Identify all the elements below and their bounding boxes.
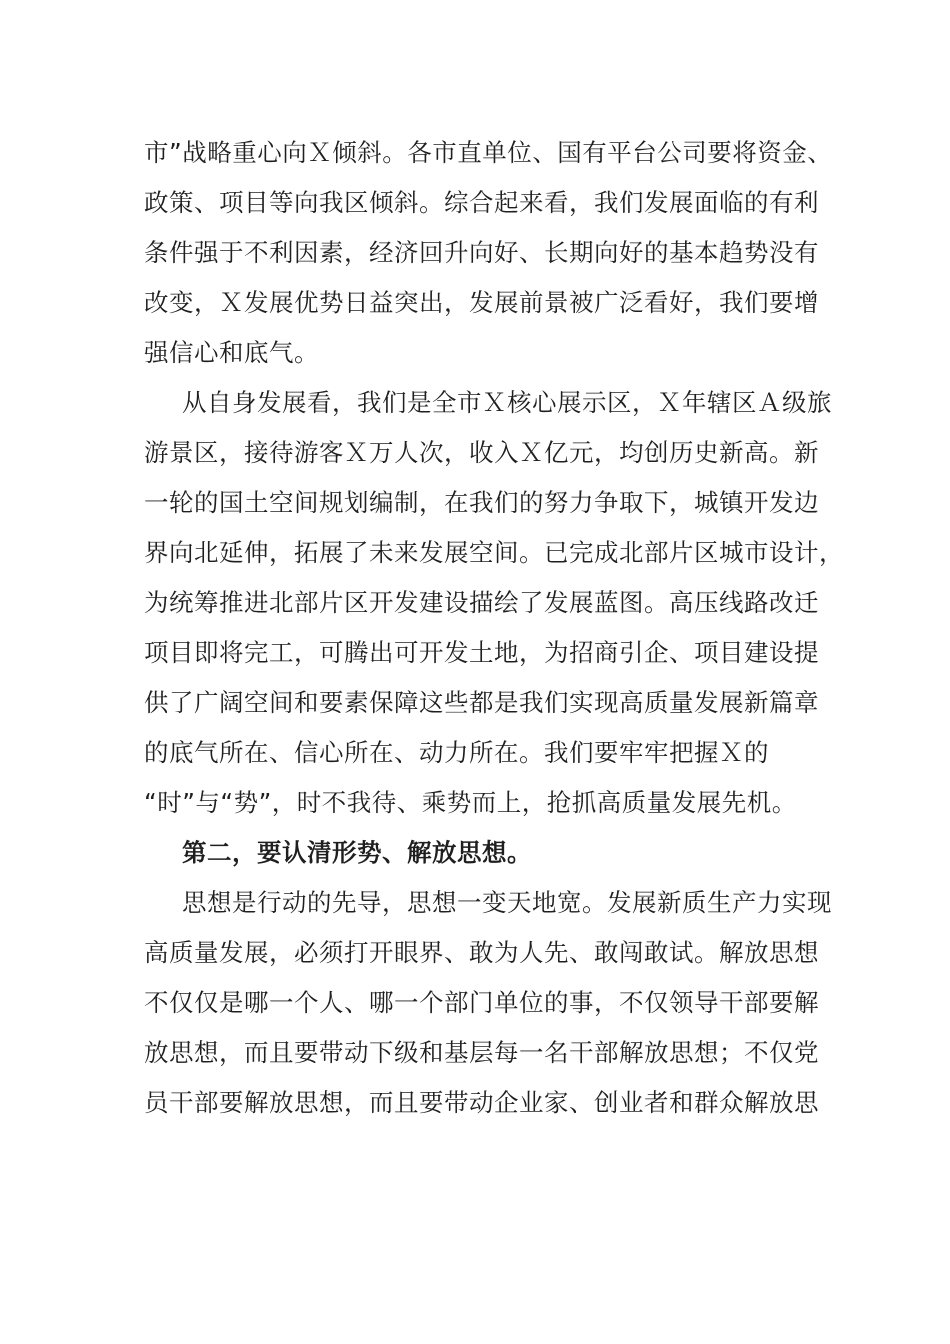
text-line: 放思想，而且要带动下级和基层每一名干部解放思想；不仅党	[144, 1038, 819, 1067]
text-line: 条件强于不利因素，经济回升向好、长期向好的基本趋势没有	[144, 238, 819, 267]
text-line: 政策、项目等向我区倾斜。综合起来看，我们发展面临的有利	[144, 188, 819, 217]
text-line: 的底气所在、信心所在、动力所在。我们要牢牢把握Ｘ的	[144, 738, 769, 767]
paragraph-first-line: 思想是行动的先导，思想一变天地宽。发展新质生产力实现	[182, 888, 832, 917]
text-line: 项目即将完工，可腾出可开发土地，为招商引企、项目建设提	[144, 638, 819, 667]
text-line: 高质量发展，必须打开眼界、敢为人先、敢闯敢试。解放思想	[144, 938, 819, 967]
paragraph-first-line: 从自身发展看，我们是全市Ｘ核心展示区，Ｘ年辖区Ａ级旅	[182, 388, 832, 417]
text-line: 游景区，接待游客Ｘ万人次，收入Ｘ亿元，均创历史新高。新	[144, 438, 819, 467]
text-line: 市”战略重心向Ｘ倾斜。各市直单位、国有平台公司要将资金、	[144, 138, 833, 167]
text-line: 为统筹推进北部片区开发建设描绘了发展蓝图。高压线路改迁	[144, 588, 819, 617]
section-heading: 第二，要认清形势、解放思想。	[182, 838, 532, 867]
text-line: 一轮的国土空间规划编制，在我们的努力争取下，城镇开发边	[144, 488, 819, 517]
body-text	[144, 128, 844, 1128]
text-line: 强信心和底气。	[144, 338, 319, 367]
text-line: 不仅仅是哪一个人、哪一个部门单位的事，不仅领导干部要解	[144, 988, 819, 1017]
text-line: 改变，Ｘ发展优势日益突出，发展前景被广泛看好，我们要增	[144, 288, 819, 317]
text-line: 员干部要解放思想，而且要带动企业家、创业者和群众解放思	[144, 1088, 819, 1117]
text-line: 供了广阔空间和要素保障这些都是我们实现高质量发展新篇章	[144, 688, 819, 717]
text-line: 界向北延伸，拓展了未来发展空间。已完成北部片区城市设计，	[144, 538, 844, 567]
text-line: “时”与“势”，时不我待、乘势而上，抢抓高质量发展先机。	[144, 788, 797, 817]
